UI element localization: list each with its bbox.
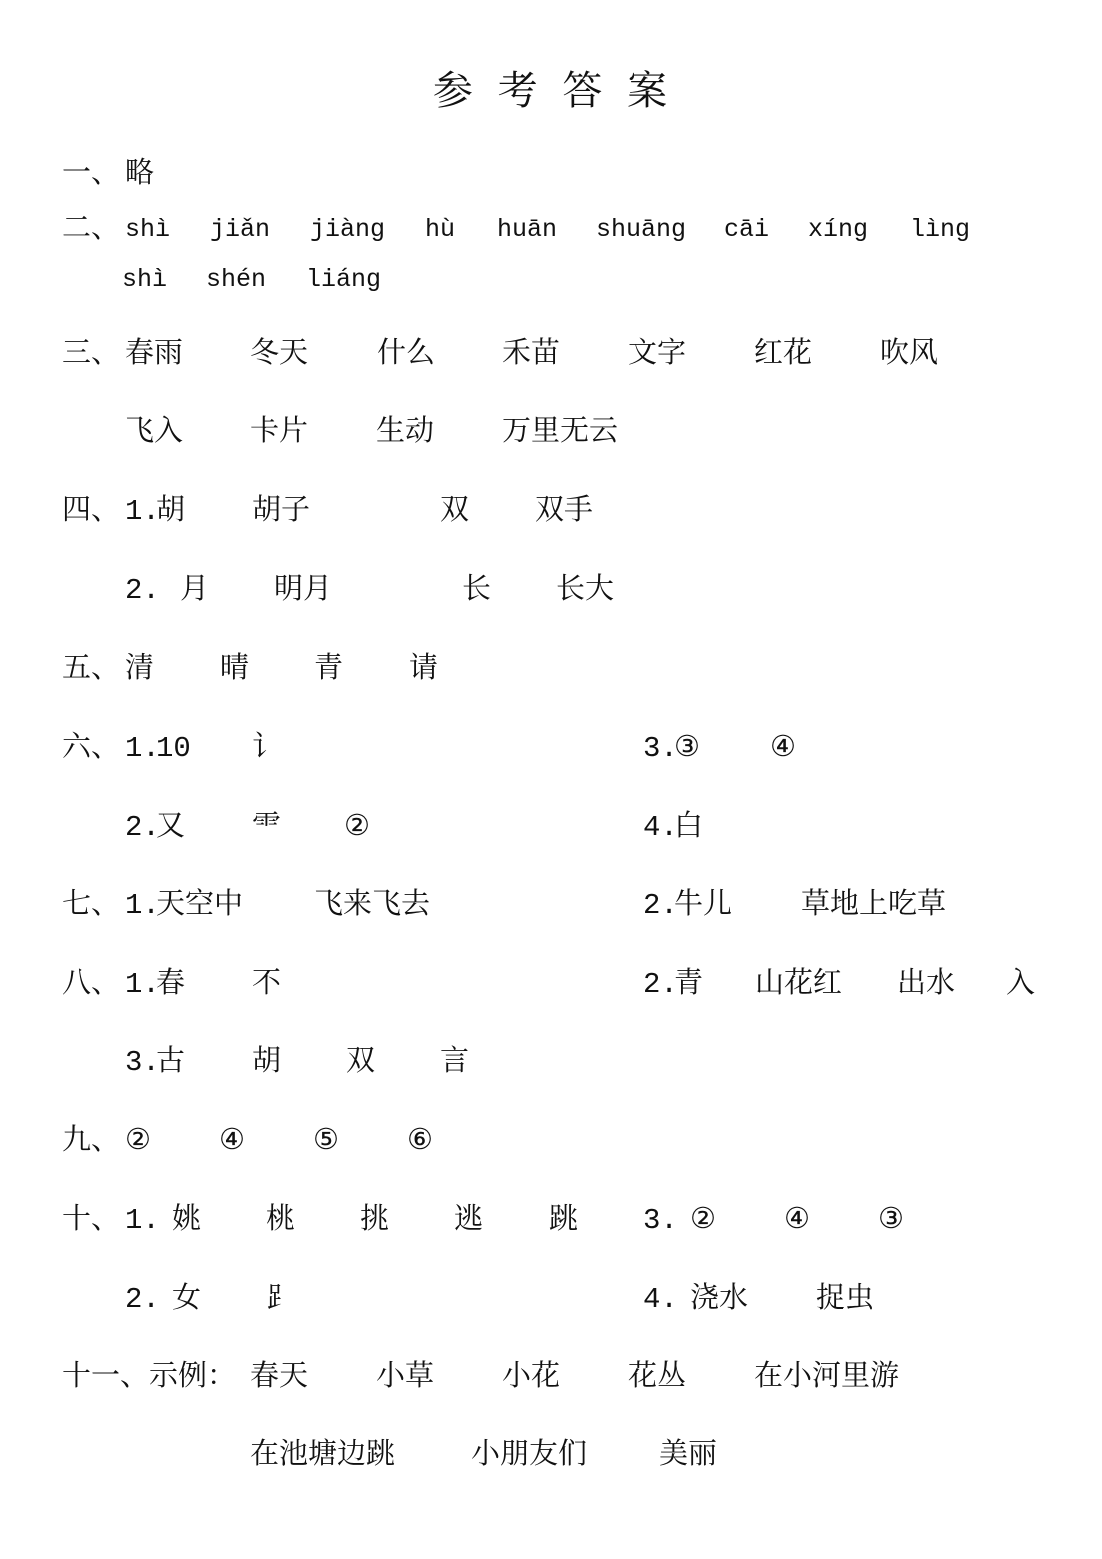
q1-answer: 略 [125, 158, 155, 191]
q10-answer: 女 [172, 1283, 202, 1316]
q6-answer: 10 [156, 732, 191, 765]
q10-answer: 跳 [549, 1204, 579, 1237]
q8-answer: 青 [674, 968, 704, 1001]
q5-answer: 清 [125, 653, 155, 686]
q8-answer: 出水 [897, 968, 956, 1001]
q4-part1-number: 1. [125, 495, 160, 528]
q5-label: 五、 [62, 653, 121, 686]
q2-pinyin: shuāng [596, 215, 687, 244]
q4-answer: 胡 [156, 495, 186, 528]
q4-answer: 双手 [535, 495, 594, 528]
q10-part2-number: 2. [125, 1283, 160, 1316]
q4-answer: 月 [180, 574, 210, 607]
q11-answer: 在小河里游 [754, 1361, 900, 1394]
q2-pinyin: shì [125, 215, 171, 244]
q3-word: 飞入 [125, 416, 184, 449]
q3-word: 红花 [754, 338, 813, 371]
q7-answer: 天空中 [156, 889, 244, 922]
q2-pinyin: huān [497, 215, 558, 244]
q11-answer: 美丽 [659, 1439, 718, 1472]
q4-answer: 长大 [556, 574, 615, 607]
q4-answer: 双 [440, 495, 470, 528]
q9-answer: ⑤ [313, 1125, 339, 1158]
q10-answer: ⻊ [266, 1283, 296, 1316]
q4-answer: 胡子 [252, 495, 311, 528]
q8-answer: 入 [1006, 968, 1036, 1001]
q6-part2-number: 2. [125, 811, 160, 844]
page-title: 参 考 答 案 [432, 68, 670, 114]
q2-pinyin: lìng [910, 215, 971, 244]
q3-word: 什么 [377, 338, 436, 371]
q2-pinyin: hù [425, 215, 456, 244]
q5-answer: 青 [314, 653, 344, 686]
q6-answer: 白 [674, 811, 704, 844]
q10-answer: ④ [784, 1204, 810, 1237]
q10-part1-number: 1. [125, 1204, 160, 1237]
q10-answer: ③ [878, 1204, 904, 1237]
q8-answer: 双 [346, 1046, 376, 1079]
q2-label: 二、 [62, 213, 121, 246]
q11-answer: 花丛 [628, 1361, 687, 1394]
q2-pinyin: jiàng [310, 215, 386, 244]
q3-word: 春雨 [125, 338, 184, 371]
q6-answer: 又 [156, 811, 186, 844]
q7-part2-number: 2. [643, 889, 678, 922]
q10-part3-number: 3. [643, 1204, 678, 1237]
q9-label: 九、 [62, 1125, 121, 1158]
q8-part1-number: 1. [125, 968, 160, 1001]
q2-pinyin: liáng [306, 265, 382, 294]
q8-answer: 胡 [252, 1046, 282, 1079]
q7-part1-number: 1. [125, 889, 160, 922]
q6-answer: ② [344, 811, 370, 844]
q5-answer: 晴 [220, 653, 250, 686]
q10-answer: 浇水 [690, 1283, 749, 1316]
q6-answer: ⻗ [252, 811, 282, 844]
q3-label: 三、 [62, 338, 121, 371]
q8-part3-number: 3. [125, 1046, 160, 1079]
q8-part2-number: 2. [643, 968, 678, 1001]
q3-word: 冬天 [250, 338, 309, 371]
q3-word: 生动 [376, 416, 435, 449]
q2-pinyin: xíng [808, 215, 869, 244]
q3-word: 万里无云 [502, 416, 619, 449]
q8-answer: 春 [156, 968, 186, 1001]
q10-answer: 逃 [454, 1204, 484, 1237]
q6-part4-number: 4. [643, 811, 678, 844]
q3-word: 吹风 [880, 338, 939, 371]
q11-answer: 春天 [250, 1361, 309, 1394]
q11-answer: 小朋友们 [471, 1439, 588, 1472]
q8-answer: 山花红 [755, 968, 843, 1001]
q5-answer: 请 [409, 653, 439, 686]
q9-answer: ② [125, 1125, 151, 1158]
q2-pinyin: shì [122, 265, 168, 294]
q8-label: 八、 [62, 968, 121, 1001]
q7-answer: 飞来飞去 [314, 889, 431, 922]
q10-answer: ② [690, 1204, 716, 1237]
q11-label: 十一、示例： [62, 1361, 237, 1394]
q2-pinyin: jiǎn [210, 215, 271, 244]
q7-label: 七、 [62, 889, 121, 922]
q3-word: 卡片 [250, 416, 309, 449]
q6-answer: 讠 [252, 732, 282, 765]
q6-answer: ③ [674, 732, 700, 765]
q6-label: 六、 [62, 732, 121, 765]
q4-answer: 长 [462, 574, 492, 607]
q4-label: 四、 [62, 495, 121, 528]
q2-pinyin: shén [206, 265, 267, 294]
q4-part2-number: 2. [125, 574, 160, 607]
q9-answer: ⑥ [407, 1125, 433, 1158]
q10-part4-number: 4. [643, 1283, 678, 1316]
q8-answer: 不 [252, 968, 282, 1001]
q4-answer: 明月 [274, 574, 333, 607]
q6-part1-number: 1. [125, 732, 160, 765]
q10-answer: 捉虫 [816, 1283, 875, 1316]
q11-answer: 小花 [502, 1361, 561, 1394]
q7-answer: 草地上吃草 [801, 889, 947, 922]
q8-answer: 古 [156, 1046, 186, 1079]
q6-answer: ④ [770, 732, 796, 765]
q6-part3-number: 3. [643, 732, 678, 765]
q2-pinyin: cāi [724, 215, 770, 244]
q11-answer: 小草 [376, 1361, 435, 1394]
q1-label: 一、 [62, 158, 121, 191]
q10-label: 十、 [62, 1204, 121, 1237]
q10-answer: 挑 [360, 1204, 390, 1237]
q3-word: 文字 [628, 338, 687, 371]
q7-answer: 牛儿 [674, 889, 733, 922]
q3-word: 禾苗 [502, 338, 561, 371]
q10-answer: 桃 [266, 1204, 296, 1237]
q8-answer: 言 [440, 1046, 470, 1079]
q9-answer: ④ [219, 1125, 245, 1158]
q11-answer: 在池塘边跳 [250, 1439, 396, 1472]
q10-answer: 姚 [172, 1204, 202, 1237]
